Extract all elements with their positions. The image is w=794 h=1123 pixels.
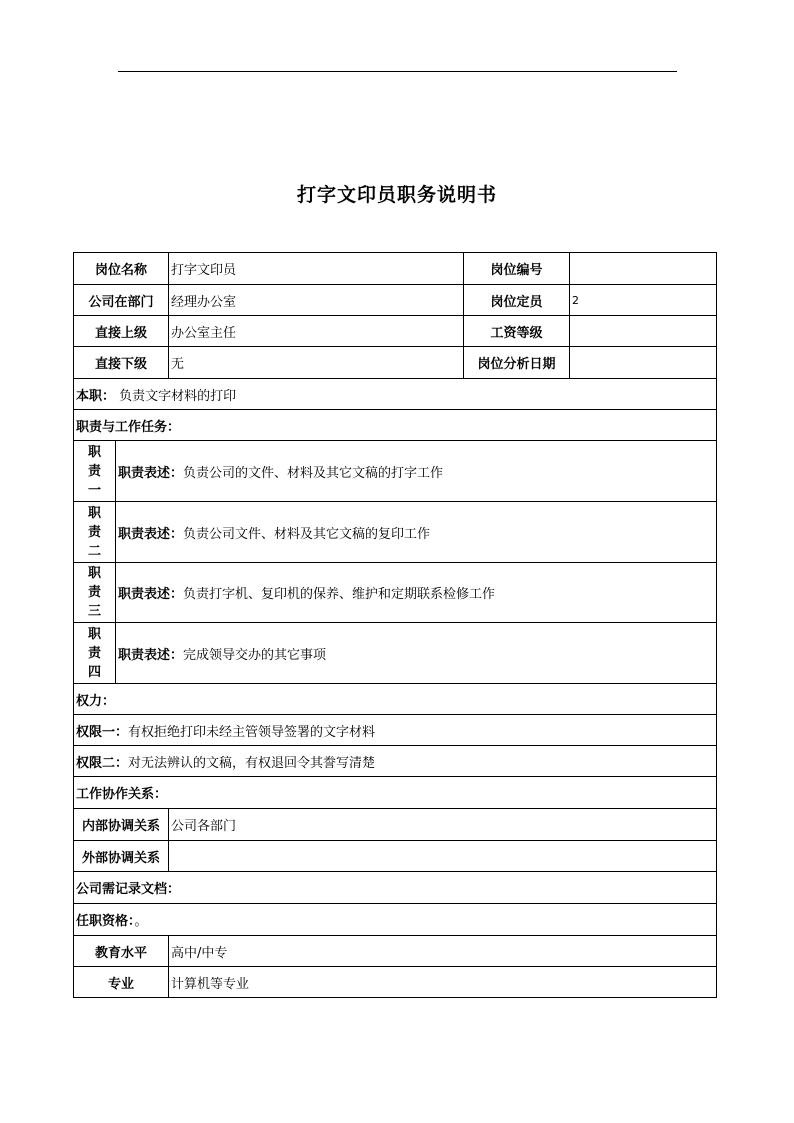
- internal-coordination-row: [74, 809, 717, 841]
- authority-label: 权限一：: [76, 724, 129, 740]
- qualifications-header-suffix: 。: [134, 914, 148, 929]
- external-coordination-value: [169, 841, 717, 872]
- authority-text: 有权拒绝打印未经主管领导签署的文字材料: [128, 724, 376, 740]
- cooperation-header-row: [74, 777, 717, 809]
- major-value: 计算机等专业: [169, 967, 717, 998]
- info-row-4: [74, 347, 717, 379]
- main-duty-row: [74, 379, 717, 410]
- salary-grade-value: [570, 316, 717, 347]
- duty-number: [74, 502, 116, 563]
- duty-description: [116, 441, 717, 502]
- main-duty-text: 负责文字材料的打印: [119, 388, 237, 404]
- records-header: 公司需记录文档：: [74, 872, 717, 904]
- duty-text: 完成领导交办的其它事项: [183, 647, 327, 663]
- duty-text: 负责打字机、复印机的保养、维护和定期联系检修工作: [183, 587, 496, 602]
- main-duty-label: 本职：: [76, 388, 116, 404]
- authority-item: [74, 746, 717, 777]
- authority-label: 权限二：: [76, 755, 129, 771]
- department-label: 公司在部门: [74, 285, 169, 316]
- duty-number-char: 二: [87, 543, 101, 559]
- authority-header: 权力：: [74, 684, 717, 715]
- duty-label: 职责表述：: [118, 587, 184, 602]
- authority-row: [74, 746, 717, 777]
- supervisor-value: 办公室主任: [169, 316, 464, 347]
- headcount-label: 岗位定员: [464, 285, 570, 316]
- duty-description: [116, 623, 717, 684]
- duty-number-char: 职: [87, 566, 101, 581]
- duty-number: [74, 563, 116, 623]
- duties-header: 职责与工作任务：: [74, 410, 717, 441]
- duty-number: [74, 441, 116, 502]
- duty-row: [74, 502, 717, 563]
- subordinate-value: 无: [169, 347, 464, 379]
- qualifications-header-row: [74, 904, 717, 936]
- analysis-date-value: [570, 347, 717, 379]
- duty-row: [74, 441, 717, 502]
- duty-row: [74, 563, 717, 623]
- duty-label: 职责表述：: [118, 465, 184, 481]
- external-coordination-label: 外部协调关系: [74, 841, 169, 872]
- qualifications-header-cell: [74, 904, 717, 936]
- duty-number-char: 职: [87, 626, 101, 642]
- authority-text: 对无法辨认的文稿，有权退回令其誊写清楚: [128, 755, 376, 771]
- cooperation-header: 工作协作关系：: [74, 777, 717, 809]
- education-row: [74, 936, 717, 967]
- info-row-3: [74, 316, 717, 347]
- education-label: 教育水平: [74, 936, 169, 967]
- duty-number-char: 责: [87, 645, 101, 661]
- duty-number-char: 四: [87, 664, 101, 680]
- duty-description: [116, 502, 717, 563]
- qualifications-header: 任职资格：: [76, 914, 135, 929]
- job-description-table: [73, 252, 717, 998]
- headcount-value: 2: [570, 285, 717, 316]
- records-header-row: [74, 872, 717, 904]
- department-value: 经理办公室: [169, 285, 464, 316]
- authority-header-row: [74, 684, 717, 715]
- duty-label: 职责表述：: [118, 647, 184, 663]
- authority-row: [74, 715, 717, 746]
- supervisor-label: 直接上级: [74, 316, 169, 347]
- duties-header-row: [74, 410, 717, 441]
- duty-text: 负责公司文件、材料及其它文稿的复印工作: [183, 526, 431, 542]
- duty-number-char: 责: [87, 524, 101, 540]
- duty-number-char: 一: [87, 482, 101, 498]
- duty-label: 职责表述：: [118, 526, 184, 542]
- duty-number-char: 三: [87, 604, 101, 619]
- duty-description: [116, 563, 717, 623]
- main-duty-cell: [74, 379, 717, 410]
- major-label: 专业: [74, 967, 169, 998]
- duty-number-char: 责: [87, 585, 101, 600]
- duty-text: 负责公司的文件、材料及其它文稿的打字工作: [183, 465, 444, 481]
- major-row: [74, 967, 717, 998]
- position-code-label: 岗位编号: [464, 253, 570, 285]
- info-row-2: [74, 285, 717, 316]
- duty-number-char: 职: [87, 444, 101, 460]
- document-title: 打字文印员职务说明书: [296, 184, 497, 206]
- position-name-value: 打字文印员: [169, 253, 464, 285]
- duty-number-char: 责: [87, 463, 101, 479]
- internal-coordination-value: 公司各部门: [169, 809, 717, 841]
- internal-coordination-label: 内部协调关系: [74, 809, 169, 841]
- position-code-value: [570, 253, 717, 285]
- duty-row: [74, 623, 717, 684]
- analysis-date-label: 岗位分析日期: [464, 347, 570, 379]
- position-name-label: 岗位名称: [74, 253, 169, 285]
- external-coordination-row: [74, 841, 717, 872]
- authority-item: [74, 715, 717, 746]
- info-row-1: [74, 253, 717, 285]
- header-rule: [118, 71, 677, 72]
- education-value: 高中/中专: [169, 936, 717, 967]
- duty-number-char: 职: [87, 505, 101, 521]
- subordinate-label: 直接下级: [74, 347, 169, 379]
- duty-number: [74, 623, 116, 684]
- salary-grade-label: 工资等级: [464, 316, 570, 347]
